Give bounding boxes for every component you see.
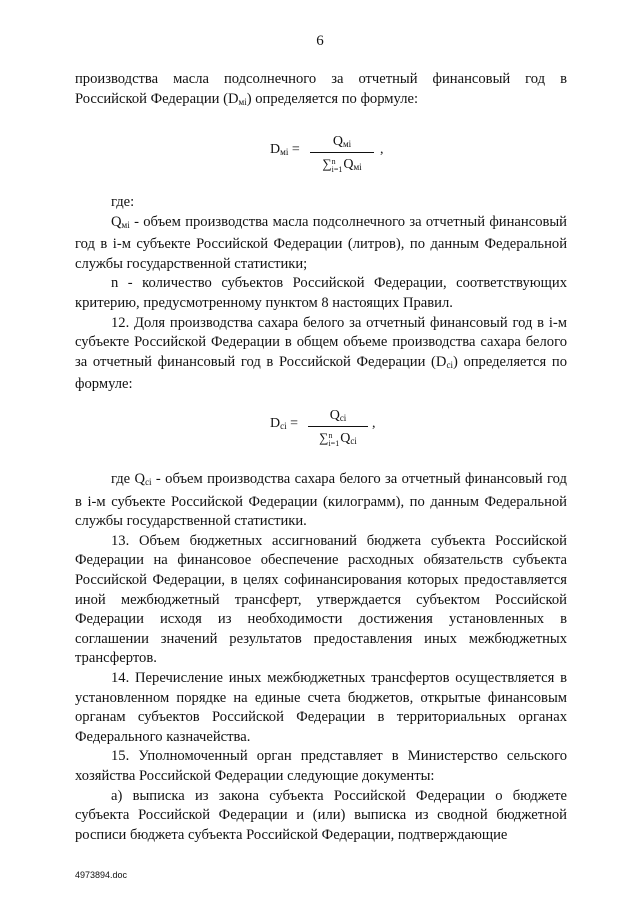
formula-lhs: $D_{ci}$ = bbox=[270, 416, 299, 431]
formula-fraction bbox=[310, 132, 374, 173]
definition-n: n - количество субъектов Российской Федерации, соответствующих критерию, предусмотренному пунктом 8 настоящих Правил. bbox=[75, 275, 567, 311]
item-15: 15. Уполномоченный орган представляет в Министерство сельского хозяйства Российской Федерации следующие документы: bbox=[75, 748, 567, 784]
where-label: где: bbox=[111, 194, 135, 210]
formula-comma: , bbox=[380, 142, 384, 157]
item-15a: а) выписка из закона субъекта Российской Федерации о бюджете субъекта Российской Федерации и (или) выписка из сводной бюджетной росписи бюджета субъекта Российской Федерации, подтверждающие bbox=[75, 787, 567, 843]
intro-line-2 bbox=[75, 90, 567, 113]
page-number: 6 bbox=[316, 33, 324, 49]
intro-subscript: мi bbox=[238, 96, 247, 107]
formula-dmi bbox=[0, 132, 640, 188]
formula-numerator: $Q_{мi}$ bbox=[332, 134, 352, 149]
intro-paragraph bbox=[75, 70, 567, 112]
item-13: 13. Объем бюджетных ассигнований бюджета субъекта Российской Федерации на финансовое обеспечение расходных обязательств субъекта Российской Федерации, в целях софинансирования которых предоставляется иной межбюджетный трансферт, утверждается субъектом Российской Федерации исходя из необходимости достижения установленных в соглашении значений результатов предоставления иных межбюджетных трансфертов. bbox=[75, 532, 567, 667]
definitions-block-1 bbox=[75, 193, 567, 395]
intro-text: Российской Федерации (D bbox=[75, 90, 239, 107]
definition-q-mi: $Q_{мi}$ - объем производства масла подсолнечного за отчетный финансовый год в i-м субъекте Российской Федерации (литров), по данным Федеральной службы государственной статистики; bbox=[75, 213, 567, 272]
formula-fraction bbox=[308, 406, 368, 447]
definitions-block-2 bbox=[75, 470, 567, 845]
document-code: 4973894.doc bbox=[75, 870, 128, 880]
intro-line-1: производства масла подсолнечного за отчетный финансовый год в bbox=[75, 71, 567, 87]
formula-comma: , bbox=[372, 416, 376, 431]
formula-denominator: ∑n $i=1Q_{мi}$ bbox=[322, 156, 362, 174]
item-14: 14. Перечисление иных межбюджетных трансфертов осуществляется в установленном порядке на единые счета бюджетов, открытые финансовым органам субъектов Российской Федерации в территориальных органах Федерального казначейства. bbox=[75, 669, 567, 745]
definition-q-ci: где $Q_{ci}$ - объем производства сахара белого за отчетный финансовый год в i-м субъекте Российской Федерации (килограмм), по данным Федеральной службы государственной статистики. bbox=[75, 471, 567, 530]
sum-icon: ∑ bbox=[319, 430, 329, 445]
sum-icon: ∑ bbox=[322, 156, 332, 171]
intro-text-end: ) определяется по формуле: bbox=[246, 90, 419, 107]
formula-denominator: ∑n $i=1Q_{ci}$ bbox=[319, 430, 357, 448]
formula-dci bbox=[0, 406, 640, 462]
item-12: 12. Доля производства сахара белого за отчетный финансовый год в i-м субъекте Российской Федерации в общем объеме производства сахара белого за отчетный финансовый год в Российской Федерации $(D_{ci})$ определяется по формуле: bbox=[75, 314, 567, 393]
formula-numerator: $Q_{ci}$ bbox=[329, 408, 347, 423]
formula-lhs: $D_{мi}$ = bbox=[270, 142, 300, 157]
